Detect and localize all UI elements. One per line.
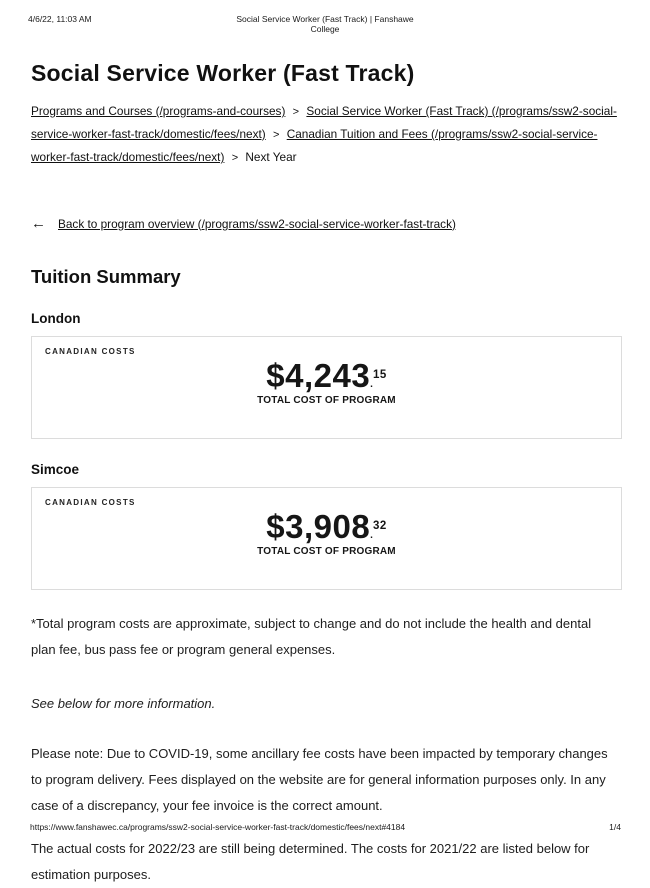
campus-name-simcoe: Simcoe xyxy=(31,462,80,477)
breadcrumb xyxy=(31,100,621,169)
covid-note: Please note: Due to COVID-19, some ancillary fee costs have been impacted by temporary changes to program delivery. Fees displayed on the website are for general information purposes only. In any case of a discrepancy, your fee invoice is the correct amount. xyxy=(31,746,608,813)
total-cost-caption: TOTAL COST OF PROGRAM xyxy=(257,546,396,557)
cost-card-simcoe xyxy=(31,487,622,590)
print-page-number: 1/4 xyxy=(609,822,621,832)
cost-decimal-point: . xyxy=(370,530,373,541)
print-footer-url: https://www.fanshawec.ca/programs/ssw2-social-service-worker-fast-track/domestic/fees/next#4184 xyxy=(30,822,406,832)
campus-name-london: London xyxy=(31,311,81,326)
cost-cents: 15 xyxy=(372,369,387,381)
breadcrumb-separator: > xyxy=(272,129,280,141)
program-cost-london xyxy=(45,357,608,395)
breadcrumb-link-canadian-tuition-fees[interactable]: Canadian Tuition and Fees (/programs/ssw2-social-service-worker-fast-track/domestic/fees/next) xyxy=(31,127,598,164)
program-cost-simcoe xyxy=(45,508,608,546)
total-cost-caption: TOTAL COST OF PROGRAM xyxy=(257,395,396,406)
cost-cents: 32 xyxy=(372,520,387,532)
breadcrumb-current-next-year: Next Year xyxy=(245,150,297,164)
page-content xyxy=(0,60,650,888)
see-below-note: See below for more information. xyxy=(31,696,216,711)
estimation-note: The actual costs for 2022/23 are still being determined. The costs for 2021/22 are listed below for estimation purposes. xyxy=(31,841,590,882)
page-title: Social Service Worker (Fast Track) xyxy=(31,60,415,86)
canadian-costs-label: CANADIAN COSTS xyxy=(45,347,136,356)
cost-card-london xyxy=(31,336,622,439)
cost-dollars: $3,908 xyxy=(266,508,371,545)
back-arrow-icon: ← xyxy=(31,215,46,232)
canadian-costs-label: CANADIAN COSTS xyxy=(45,498,136,507)
print-footer xyxy=(0,822,650,832)
total-cost-disclaimer: *Total program costs are approximate, subject to change and do not include the health and dental plan fee, bus pass fee or program general expenses. xyxy=(31,616,592,657)
back-to-program-overview-link[interactable]: Back to program overview (/programs/ssw2-social-service-worker-fast-track) xyxy=(58,216,456,231)
breadcrumb-link-social-service-worker[interactable]: Social Service Worker (Fast Track) (/programs/ssw2-social-service-worker-fast-track/domestic/fees/next) xyxy=(31,104,617,141)
tuition-summary-heading: Tuition Summary xyxy=(31,266,181,287)
cost-dollars: $4,243 xyxy=(266,357,371,394)
cost-decimal-point: . xyxy=(370,379,373,390)
back-link-row xyxy=(31,216,621,231)
breadcrumb-separator: > xyxy=(231,152,239,164)
print-timestamp: 4/6/22, 11:03 AM xyxy=(28,14,92,24)
breadcrumb-link-programs-and-courses[interactable]: Programs and Courses (/programs-and-courses) xyxy=(31,104,286,118)
breadcrumb-separator: > xyxy=(292,106,300,118)
print-header xyxy=(0,0,650,34)
print-document-title: Social Service Worker (Fast Track) | Fanshawe College xyxy=(236,14,414,34)
